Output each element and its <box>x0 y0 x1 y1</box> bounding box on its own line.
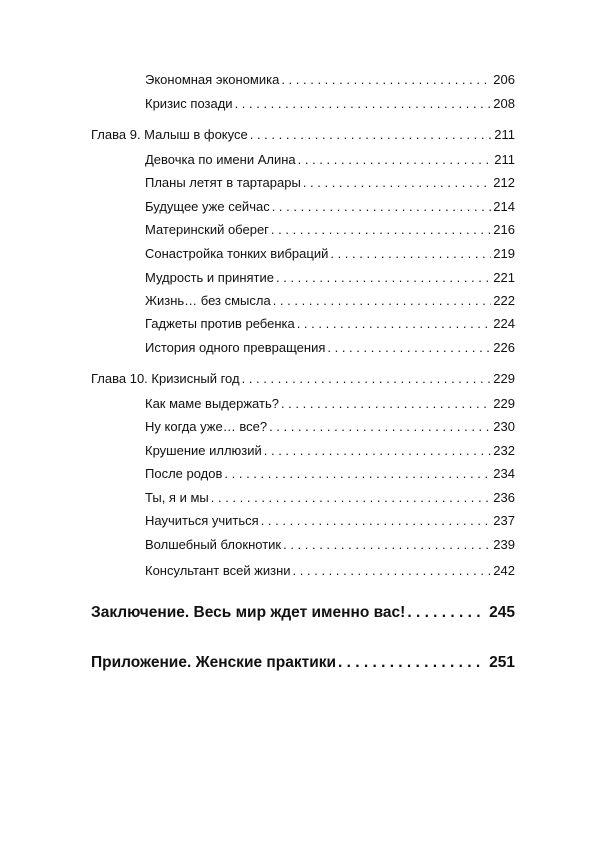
toc-entry-title: После родов <box>145 466 223 481</box>
toc-entry <box>145 396 515 412</box>
toc-entry <box>145 419 515 435</box>
toc-entry <box>145 490 515 506</box>
toc-entry-title: Мудрость и принятие <box>145 270 274 285</box>
toc-chapter <box>91 371 515 387</box>
toc-entry-page: 237 <box>493 513 515 528</box>
toc-entry-page: 219 <box>493 246 515 261</box>
dot-leader <box>272 199 492 215</box>
toc-entry-title: Жизнь… без смысла <box>145 293 271 308</box>
toc-entry <box>145 222 515 238</box>
toc-entry-page: 206 <box>493 72 515 87</box>
toc-entry <box>145 270 515 286</box>
toc-chapter-title: Глава 10. Кризисный год <box>91 371 240 386</box>
toc-entry-title: Гаджеты против ребенка <box>145 316 295 331</box>
toc-appendix <box>91 654 515 672</box>
dot-leader <box>264 443 492 459</box>
toc-entry-title: История одного превращения <box>145 340 326 355</box>
toc-entry-title: Ну когда уже… все? <box>145 419 268 434</box>
dot-leader <box>297 316 492 332</box>
toc-entry-page: 224 <box>493 316 515 331</box>
dot-leader <box>281 396 491 412</box>
toc-entry-title: Консультант всей жизни <box>145 563 291 578</box>
toc-entry-title: Материнский оберег <box>145 222 269 237</box>
toc-chapter <box>91 127 515 143</box>
dot-leader <box>273 293 492 309</box>
dot-leader <box>283 537 491 553</box>
toc-entry-page: 221 <box>493 270 515 285</box>
toc-entry-page: 230 <box>493 419 515 434</box>
dot-leader <box>338 654 481 672</box>
toc-entry <box>145 246 515 262</box>
toc-entry <box>145 152 515 168</box>
toc-entry-title: Планы летят в тартарары <box>145 175 301 190</box>
toc-entry-title: Экономная экономика <box>145 72 280 87</box>
toc-conclusion-page: 245 <box>489 604 515 621</box>
toc-entry-page: 222 <box>493 293 515 308</box>
dot-leader <box>303 175 491 191</box>
dot-leader <box>298 152 493 168</box>
toc-entry-title: Девочка по имени Алина <box>145 152 296 167</box>
toc-entry-page: 229 <box>493 396 515 411</box>
toc-entry-page: 234 <box>493 466 515 481</box>
toc-entry-title: Сонастройка тонких вибраций <box>145 246 329 261</box>
toc-appendix-title: Приложение. Женские практики <box>91 654 337 671</box>
toc-entry-page: 242 <box>493 563 515 578</box>
toc-entry <box>145 293 515 309</box>
toc-conclusion-title: Заключение. Весь мир ждет именно вас! <box>91 604 406 621</box>
dot-leader <box>330 246 491 262</box>
toc-conclusion <box>91 604 515 622</box>
dot-leader <box>327 340 491 356</box>
toc-entry-title: Как маме выдержать? <box>145 396 279 411</box>
dot-leader <box>269 419 491 435</box>
dot-leader <box>261 513 492 529</box>
toc-entry <box>145 340 515 356</box>
toc-entry-title: Будущее уже сейчас <box>145 199 270 214</box>
toc-chapter-title: Глава 9. Малыш в фокусе <box>91 127 248 142</box>
dot-leader <box>293 563 492 579</box>
toc-entry <box>145 466 515 482</box>
toc-entry-page: 239 <box>493 537 515 552</box>
toc-entry-page: 211 <box>494 152 515 167</box>
toc-entry <box>145 537 515 553</box>
toc-entry <box>145 563 515 579</box>
dot-leader <box>224 466 491 482</box>
toc-entry <box>145 316 515 332</box>
dot-leader <box>242 371 492 387</box>
toc-entry <box>145 513 515 529</box>
toc-entry-page: 236 <box>493 490 515 505</box>
dot-leader <box>235 96 492 112</box>
toc-appendix-page: 251 <box>489 654 515 671</box>
toc-chapter-page: 211 <box>494 127 515 142</box>
toc-entry-title: Крушение иллюзий <box>145 443 262 458</box>
toc-entry-page: 216 <box>493 222 515 237</box>
toc-entry <box>145 96 515 112</box>
toc-entry-title: Ты, я и мы <box>145 490 209 505</box>
toc-entry <box>145 175 515 191</box>
toc-entry-title: Кризис позади <box>145 96 233 111</box>
dot-leader <box>407 604 481 622</box>
toc-entry-page: 208 <box>493 96 515 111</box>
dot-leader <box>271 222 491 238</box>
toc-entry-page: 226 <box>493 340 515 355</box>
toc-entry-page: 232 <box>493 443 515 458</box>
toc-chapter-page: 229 <box>493 371 515 386</box>
toc-entry-title: Научиться учиться <box>145 513 259 528</box>
toc-entry <box>145 199 515 215</box>
dot-leader <box>281 72 491 88</box>
toc-entry <box>145 72 515 88</box>
toc-entry-title: Волшебный блокнотик <box>145 537 282 552</box>
dot-leader <box>211 490 492 506</box>
toc-entry <box>145 443 515 459</box>
toc-entry-page: 214 <box>493 199 515 214</box>
dot-leader <box>250 127 493 143</box>
toc-entry-page: 212 <box>493 175 515 190</box>
dot-leader <box>276 270 491 286</box>
